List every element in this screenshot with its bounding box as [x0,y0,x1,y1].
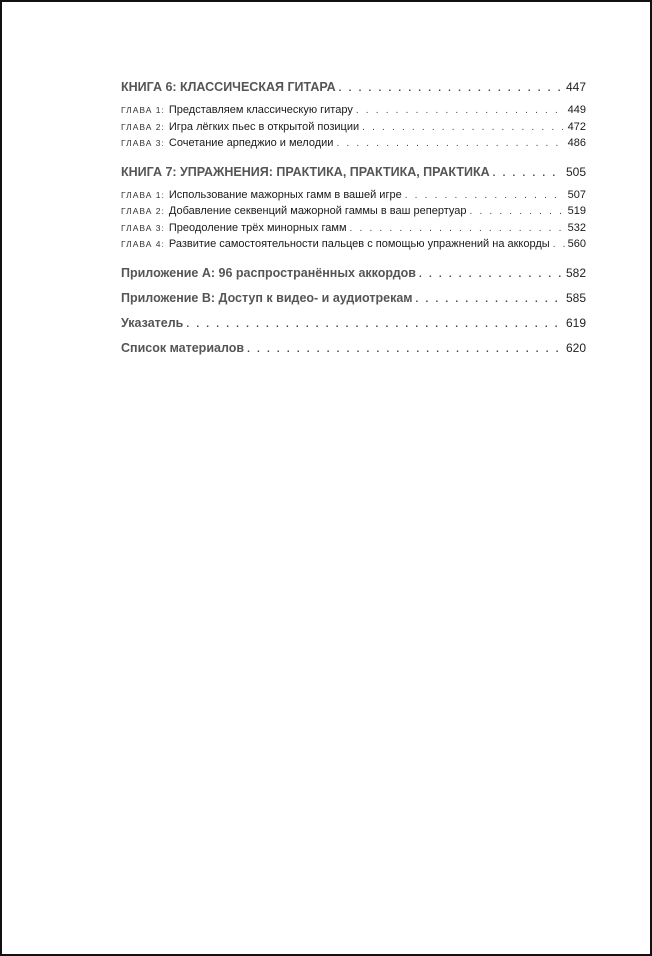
chapter-label: ГЛАВА 1: [121,189,165,200]
page-number: 486 [567,137,586,149]
toc-book-7[interactable] [121,163,586,181]
dot-leader [186,316,563,334]
dot-leader [362,120,565,137]
chapter-label: ГЛАВА 2: [121,206,165,216]
chapter-title: Представляем классическую гитару [168,104,353,116]
page-number: 619 [565,315,586,330]
appendix-title: Список материалов [121,340,245,355]
chapter-label: ГЛАВА 1: [121,105,165,115]
chapter-title: Использование мажорных гамм в вашей игре [168,188,402,201]
page-number: 582 [565,265,586,280]
appendix-title: Указатель [121,315,184,330]
page-number: 507 [567,188,586,201]
toc-chapter[interactable] [121,220,586,237]
toc-chapter[interactable] [121,102,586,119]
page-number: 472 [567,120,586,133]
chapter-label: ГЛАВА 3: [121,222,165,233]
chapter-title: Преодоление трёх минорных гамм [168,221,347,234]
dot-leader [469,204,564,221]
page-number: 519 [567,205,586,217]
dot-leader [339,80,563,98]
toc-chapter[interactable] [121,119,586,136]
page-number: 560 [567,238,586,250]
dot-leader [356,103,565,120]
dot-leader [336,136,564,153]
toc-chapter[interactable] [121,236,586,253]
page-number: 585 [565,290,586,305]
toc-appendix-b[interactable] [121,289,586,307]
chapter-label: ГЛАВА 4: [121,239,165,249]
book-title: КНИГА 7: УПРАЖНЕНИЯ: ПРАКТИКА, ПРАКТИКА, ПРАКТИКА [121,164,490,179]
toc-chapter[interactable] [121,203,586,220]
dot-leader [247,341,563,359]
dot-leader [419,266,563,284]
chapter-label: ГЛАВА 3: [121,138,165,148]
toc-materials[interactable] [121,339,586,357]
appendix-title: Приложение А: 96 распространённых аккордов [121,265,416,280]
chapter-title: Развитие самостоятельности пальцев с помощью упражнений на аккорды [168,238,550,250]
dot-leader [350,221,565,238]
book-title: КНИГА 6: КЛАССИЧЕСКАЯ ГИТАРА [121,80,336,94]
page-number: 447 [565,80,586,94]
chapter-label: ГЛАВА 2: [121,121,165,132]
page-number: 620 [565,340,586,355]
toc-chapter[interactable] [121,187,586,204]
chapter-title: Игра лёгких пьес в открытой позиции [168,120,360,133]
dot-leader [493,165,563,183]
toc-appendix-a[interactable] [121,264,586,282]
appendix-title: Приложение В: Доступ к видео- и аудиотрекам [121,290,413,305]
table-of-contents [121,78,586,357]
page-number: 532 [567,221,586,234]
toc-index[interactable] [121,314,586,332]
chapter-title: Добавление секвенций мажорной гаммы в ваш репертуар [168,205,467,217]
toc-chapter[interactable] [121,135,586,152]
dot-leader [416,291,563,309]
page-number: 505 [565,164,586,179]
chapter-title: Сочетание арпеджио и мелодии [168,137,334,149]
page-number: 449 [567,104,586,116]
dot-leader [553,237,565,254]
toc-book-6[interactable] [121,78,586,96]
dot-leader [405,188,565,205]
